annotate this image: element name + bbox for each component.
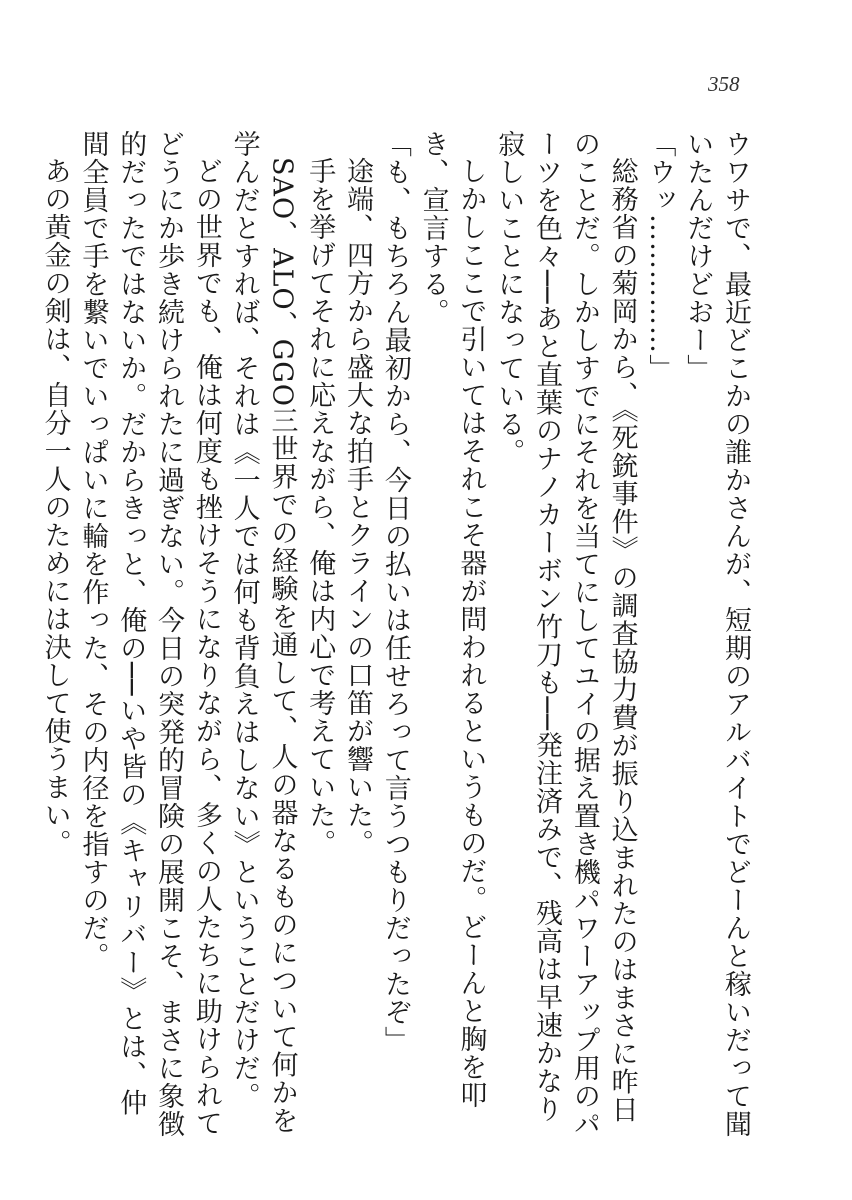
paragraph: 「ウッ……………」 bbox=[644, 130, 676, 382]
paragraph: あの黄金の剣は、自分一人のためには決して使うまい。 bbox=[39, 157, 71, 857]
paragraph: しかしここで引いてはそれこそ器が問われるというものだ。どーんと胸を叩き、宣言する。 bbox=[417, 130, 487, 1109]
paragraph: SAO、ALO、GGO三世界での経験を通して、人の器なるものについて何かを学んだとすれば、それは《一人では何も背負えはしない》ということだけだ。 bbox=[228, 130, 298, 1135]
paragraph: どの世界でも、俺は何度も挫けそうになりながら、多くの人たちに助けられてどうにか歩き続けられたに過ぎない。今日の突発的冒険の展開こそ、まさに象徴的だったではないか。だからきっと、俺の──いや皆の《キャリバー》とは、仲間全員で手を繋いでいっぱいに輪を作った、その内径を指すのだ。 bbox=[77, 130, 222, 1138]
paragraph: 総務省の菊岡から、《死銃事件》の調査協力費が振り込まれたのはまさに昨日のことだ。しかしすでにそれを当てにしてユイの据え置き機パワーアップ用のパーツを色々──あと直葉のナノカーボン竹刀も──発注済みで、残高は早速かなり寂しいことになっている。 bbox=[493, 130, 638, 1138]
body-text bbox=[39, 130, 754, 1140]
page-number: 358 bbox=[708, 72, 740, 96]
paragraph: ウワサで、最近どこかの誰かさんが、短期のアルバイトでどーんと稼いだって聞いたんだけどおー」 bbox=[682, 130, 751, 1138]
paragraph: 途端、四方から盛大な拍手とクラインの口笛が響いた。 bbox=[342, 157, 374, 857]
paragraph: 手を挙げてそれに応えながら、俺は内心で考えていた。 bbox=[304, 157, 336, 857]
paragraph: 「も、もちろん最初から、今日の払いは任せろって言うつもりだったぞ」 bbox=[379, 130, 411, 1054]
